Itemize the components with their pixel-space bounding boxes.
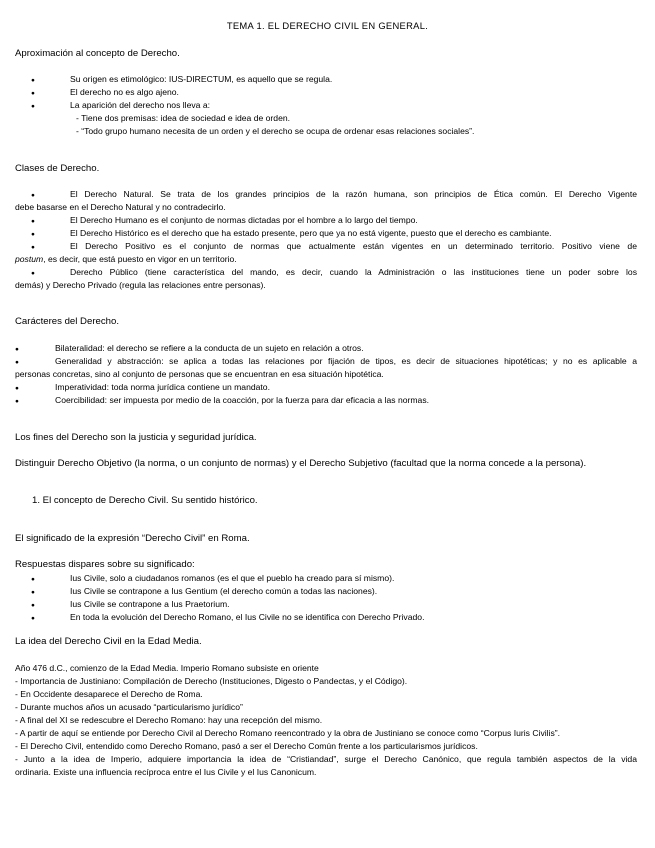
list-item: El Derecho Histórico es el derecho que ha estado presente, pero que ya no está vigente, puesto que el derecho es cambiante. [70,228,552,238]
bullet-icon [15,394,19,408]
sub-list-item: - “Todo grupo humano necesita de un orden y el derecho se ocupa de ordenar esas relaciones sociales”. [76,126,475,136]
list-item: El derecho no es algo ajeno. [70,87,179,97]
paragraph-line: El Derecho Positivo es el conjunto de normas que actualmente están vigentes en un determinado territorio. Positivo viene de [70,241,637,251]
list-item: Ius Civile se contrapone a Ius Praetorium. [70,599,230,609]
list-item: Coercibilidad: ser impuesta por medio de la coacción, por la fuerza para dar eficacia a las normas. [55,395,430,405]
list-item: Ius Civile, solo a ciudadanos romanos (es el que el pueblo ha creado para sí mismo). [70,573,395,583]
paragraph-line: Año 476 d.C., comienzo de la Edad Media. Imperio Romano subsiste en oriente [15,663,319,673]
paragraph-line: ordinaria. Existe una influencia recíproca entre el Ius Civile y el Ius Canonicum. [15,767,317,777]
paragraph-line: debe basarse en el Derecho Natural y no contradecirlo. [15,202,226,212]
paragraph-line: - Importancia de Justiniano: Compilación de Derecho (Instituciones, Digesto o Pandectas, y el Código). [15,676,408,686]
list-item: Ius Civile se contrapone a Ius Gentium (el derecho común a todas las naciones). [70,586,378,596]
paragraph-line: El Derecho Natural. Se trata de los grandes principios de la razón humana, son principios de Ética común. El Derecho Vigente [70,189,637,199]
list-item: En toda la evolución del Derecho Romano, el Ius Civile no se identifica con Derecho Privado. [70,612,425,622]
paragraph-line [15,253,237,265]
list-item: El Derecho Humano es el conjunto de normas dictadas por el hombre a lo largo del tiempo. [70,215,418,225]
section-heading-clases: Clases de Derecho. [15,163,100,174]
bullet-icon [31,99,35,113]
paragraph-line: Derecho Público (tiene característica del mando, es decir, cuando la Administración o las instituciones tiene un poder sobre los [70,267,637,277]
section-heading-edad-media: La idea del Derecho Civil en la Edad Media. [15,636,202,647]
bullet-icon [31,611,35,625]
paragraph-distinguir: Distinguir Derecho Objetivo (la norma, o un conjunto de normas) y el Derecho Subjetivo (facultad que la norma concede a la persona). [15,458,587,469]
list-item: Bilateralidad: el derecho se refiere a la conducta de un sujeto en relación a otros. [55,343,364,353]
paragraph-fines: Los fines del Derecho son la justicia y seguridad jurídica. [15,432,257,443]
document-title: TEMA 1. EL DERECHO CIVIL EN GENERAL. [226,20,429,31]
paragraph-line: - A partir de aquí se entiende por Derecho Civil al Derecho Romano reencontrado y la obra de Justiniano se conoce como “Corpus Iuris Civilis”. [15,728,561,738]
numbered-heading: 1. El concepto de Derecho Civil. Su sentido histórico. [32,495,258,506]
paragraph-line: - Durante muchos años un acusado “particularismo jurídico” [15,702,243,712]
paragraph-text: , es decir, que está puesto en vigor en un territorio. [43,254,237,264]
paragraph-line: demás) y Derecho Privado (regula las relaciones entre personas). [15,280,266,290]
paragraph-line: - A final del XI se redescubre el Derecho Romano: hay una recepción del mismo. [15,715,323,725]
paragraph-line: - El Derecho Civil, entendido como Derecho Romano, pasó a ser el Derecho Común frente a los particularismos jurídicos. [15,741,478,751]
list-item: Imperatividad: toda norma jurídica contiene un mandato. [55,382,270,392]
sub-list-item: - Tiene dos premisas: idea de sociedad e idea de orden. [76,113,291,123]
emphasis-postum: postum [15,254,44,264]
section-heading-aproximacion: Aproximación al concepto de Derecho. [15,48,180,59]
paragraph-line: personas concretas, sino al conjunto de personas que se encuentran en esa situación hipotética. [15,369,384,379]
section-heading-caracteres: Carácteres del Derecho. [15,316,119,327]
paragraph-line: - En Occidente desaparece el Derecho de Roma. [15,689,203,699]
section-heading-roma: El significado de la expresión “Derecho Civil” en Roma. [15,533,250,544]
paragraph-line: - Junto a la idea de Imperio, adquiere importancia la idea de “Cristiandad”, surge el Derecho Canónico, que regula también aspectos de la vida [15,754,637,764]
list-item: Su origen es etimológico: IUS-DIRECTUM, es aquello que se regula. [70,74,333,84]
paragraph-line: Generalidad y abstracción: se aplica a todas las relaciones por fijación de tipos, es decir de situaciones hipotéticas; y no es aplicable a [55,356,637,366]
list-item: La aparición del derecho nos lleva a: [70,100,210,110]
paragraph-respuestas: Respuestas dispares sobre su significado: [15,559,195,570]
